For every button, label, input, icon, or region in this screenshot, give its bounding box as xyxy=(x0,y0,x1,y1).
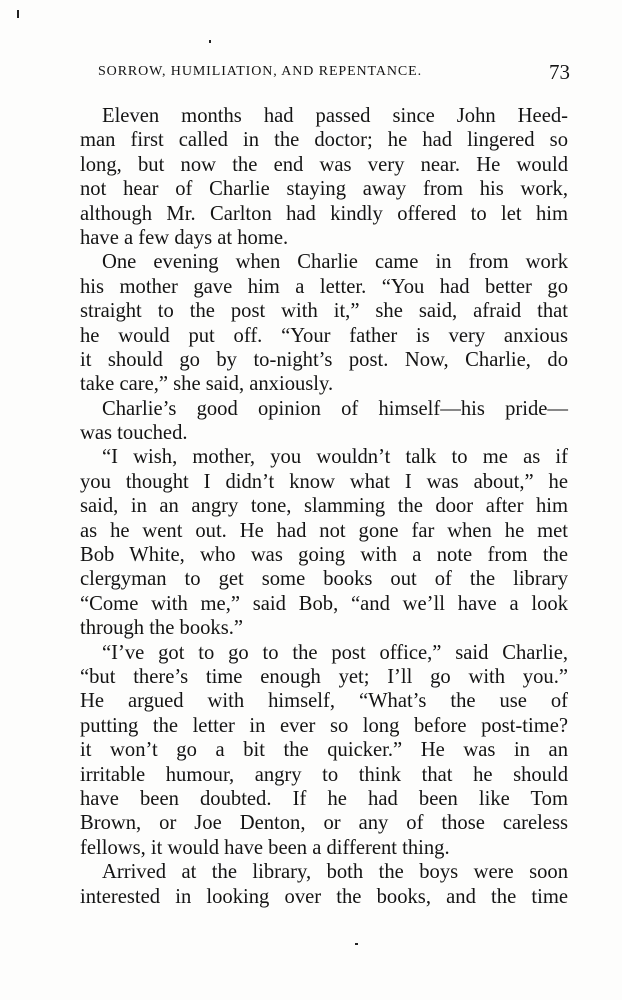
text-line: straight to the post with it,” she said, afraid that xyxy=(80,300,568,323)
body-text xyxy=(80,104,568,909)
ink-speck xyxy=(17,10,19,18)
ink-speck xyxy=(355,943,358,945)
text-line: fellows, it would have been a different thing. xyxy=(80,836,450,859)
text-line: not hear of Charlie staying away from his work, xyxy=(80,178,568,201)
text-line: take care,” she said, anxiously. xyxy=(80,373,334,396)
running-head: SORROW, HUMILIATION, AND REPENTANCE. xyxy=(98,64,422,79)
text-line: it won’t go a bit the quicker.” He was in an xyxy=(80,739,568,762)
text-line: have been doubted. If he had been like Tom xyxy=(80,787,568,810)
text-line: “I wish, mother, you wouldn’t talk to me as if xyxy=(102,446,568,469)
text-line: interested in looking over the books, and the time xyxy=(80,885,568,908)
text-line: he would put off. “Your father is very anxious xyxy=(80,324,568,347)
page-header xyxy=(82,60,570,88)
text-line: you thought I didn’t know what I was about,” he xyxy=(80,470,568,493)
text-line: Bob White, who was going with a note from the xyxy=(80,544,568,567)
text-line: long, but now the end was very near. He would xyxy=(80,153,568,176)
text-line: his mother gave him a letter. “You had better go xyxy=(80,275,568,298)
text-line: it should go by to-night’s post. Now, Charlie, do xyxy=(80,348,568,371)
text-line: have a few days at home. xyxy=(80,226,289,249)
text-line: One evening when Charlie came in from work xyxy=(102,251,568,274)
text-line: Charlie’s good opinion of himself—his pride— xyxy=(102,397,568,420)
ink-speck xyxy=(209,40,211,43)
text-line: “but there’s time enough yet; I’ll go with you.” xyxy=(80,665,568,688)
text-line: putting the letter in ever so long before post-time? xyxy=(80,714,568,737)
text-line: through the books.” xyxy=(80,617,244,640)
text-line: as he went out. He had not gone far when he met xyxy=(80,519,568,542)
text-line: irritable humour, angry to think that he should xyxy=(80,763,568,786)
text-line: He argued with himself, “What’s the use of xyxy=(80,690,568,713)
text-line: man first called in the doctor; he had lingered so xyxy=(80,129,568,152)
text-line: Arrived at the library, both the boys were soon xyxy=(102,861,568,884)
page-number: 73 xyxy=(549,60,570,84)
text-line: Brown, or Joe Denton, or any of those careless xyxy=(80,812,568,835)
text-line: was touched. xyxy=(80,422,188,445)
text-line: Eleven months had passed since John Heed- xyxy=(102,105,568,127)
text-line: clergyman to get some books out of the library xyxy=(80,568,568,591)
text-line: although Mr. Carlton had kindly offered to let him xyxy=(80,202,568,225)
text-line: “Come with me,” said Bob, “and we’ll have a look xyxy=(80,592,568,615)
text-line: “I’ve got to go to the post office,” said Charlie, xyxy=(102,641,568,664)
text-line: said, in an angry tone, slamming the door after him xyxy=(80,495,568,518)
